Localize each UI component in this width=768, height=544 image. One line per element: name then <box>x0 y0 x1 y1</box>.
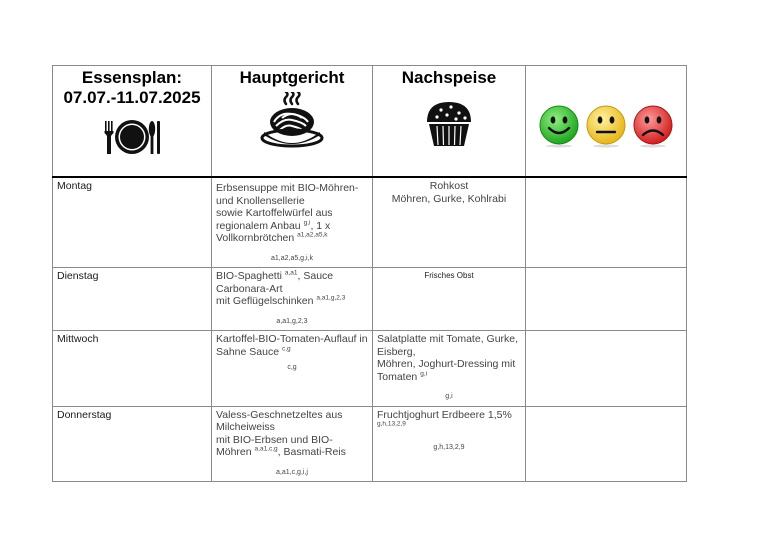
allergen-sup: a,a1,c,g <box>254 445 278 453</box>
rating-cell[interactable] <box>526 331 687 407</box>
title-line-2: 07.07.-11.07.2025 <box>63 88 201 107</box>
row-dienstag <box>53 268 687 331</box>
allergen-sup: a,a1 <box>284 269 298 277</box>
main-dish-cell <box>212 177 373 268</box>
allergen-list: g,h,13,2,9 <box>433 443 465 451</box>
title-cell <box>53 66 212 178</box>
dessert-cell <box>373 177 526 268</box>
dessert-text: Salatplatte mit Tomate, Gurke, Eisberg, <box>377 333 519 358</box>
col-main-heading: Hauptgericht <box>239 68 345 87</box>
allergen-list: a,a1,c,g,i,j <box>276 468 308 476</box>
title-line-1: Essensplan: <box>81 68 183 87</box>
allergen-list: a,a1,g,2,3 <box>276 317 308 325</box>
main-text: , 1 x Vollkornbrötchen <box>216 219 331 244</box>
neutral-face-icon[interactable] <box>584 104 628 148</box>
main-dish-cell <box>212 406 373 482</box>
main-text: sowie Kartoffelwürfel aus regionalem Anbau <box>216 207 333 232</box>
day-cell: Montag <box>53 177 212 268</box>
allergen-sup: c,g <box>281 345 291 352</box>
dessert-text: Möhren, Joghurt-Dressing mit Tomaten <box>377 358 516 383</box>
rating-cell[interactable] <box>526 268 687 331</box>
muffin-icon <box>423 96 475 148</box>
dessert-cell <box>373 331 526 407</box>
happy-face-icon[interactable] <box>537 104 581 148</box>
allergen-sup: g,i <box>303 219 311 226</box>
spaghetti-icon <box>260 92 324 148</box>
dessert-text: Fruchtjoghurt Erdbeere 1,5% <box>377 408 512 421</box>
plate-cutlery-icon <box>101 118 163 156</box>
allergen-sup: g,i <box>420 370 428 377</box>
dessert-text: Möhren, Gurke, Kohlrabi <box>391 192 507 205</box>
row-donnerstag <box>53 406 687 482</box>
main-text: , Sauce Carbonara-Art <box>216 270 334 295</box>
rating-header-cell <box>526 66 687 178</box>
allergen-sup: a1,a2,a5,k <box>297 231 328 239</box>
allergen-list: g,i <box>445 393 453 400</box>
main-text: Kartoffel-BIO-Tomaten-Auflauf in Sahne Sauce <box>216 333 368 358</box>
main-dish-cell <box>212 331 373 407</box>
rating-cell[interactable] <box>526 406 687 482</box>
allergen-list: c,g <box>287 364 297 371</box>
dessert-text: Rohkost <box>429 180 469 192</box>
main-text: , Basmati-Reis <box>277 446 346 458</box>
day-cell: Mittwoch <box>53 331 212 407</box>
main-header-cell <box>212 66 373 178</box>
rating-faces <box>526 104 686 148</box>
day-cell: Donnerstag <box>53 406 212 482</box>
dessert-header-cell <box>373 66 526 178</box>
allergen-sup: a,a1,g,2,3 <box>316 294 346 302</box>
col-dessert-heading: Nachspeise <box>401 68 497 87</box>
rating-cell[interactable] <box>526 177 687 268</box>
dessert-cell <box>373 268 526 331</box>
day-cell: Dienstag <box>53 268 212 331</box>
main-dish-cell <box>212 268 373 331</box>
page-title <box>53 68 211 108</box>
main-text: Erbsensuppe mit BIO-Möhren- und Knollensellerie <box>216 182 359 207</box>
main-text: BIO-Spaghetti <box>216 270 282 282</box>
row-montag <box>53 177 687 268</box>
main-text: mit BIO-Erbsen und BIO-Möhren <box>216 433 333 458</box>
main-text: Valess-Geschnetzeltes aus Milcheiweiss <box>216 408 343 433</box>
allergen-sup: g,h,13,2,9 <box>377 420 406 428</box>
sad-face-icon[interactable] <box>631 104 675 148</box>
header-row <box>53 66 687 178</box>
menu-table <box>52 65 687 482</box>
main-text: mit Geflügelschinken <box>216 295 314 307</box>
dessert-cell <box>373 406 526 482</box>
dessert-text: Frisches Obst <box>424 271 474 280</box>
row-mittwoch <box>53 331 687 407</box>
allergen-list: a1,a2,a5,g,i,k <box>270 254 314 262</box>
